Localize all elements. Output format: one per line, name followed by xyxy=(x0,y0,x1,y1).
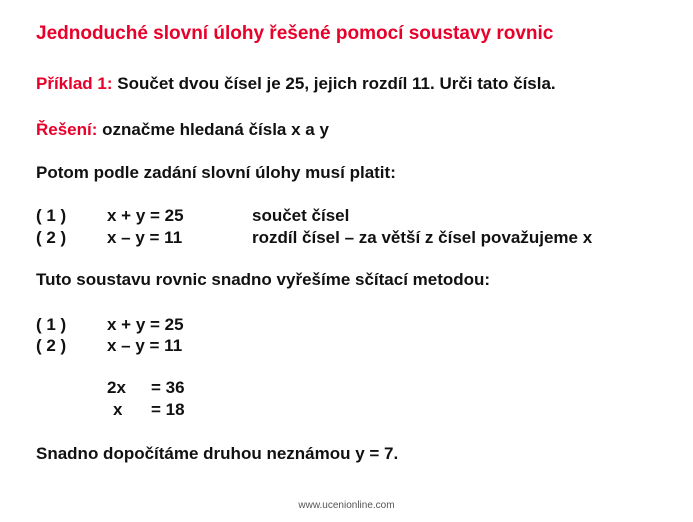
statement-text: Potom podle zadání slovní úlohy musí platit: xyxy=(36,163,396,182)
equation-number: ( 2 ) xyxy=(36,336,67,355)
result-rhs: = 36 xyxy=(151,378,185,397)
equation-row xyxy=(0,315,693,335)
result-lhs: x xyxy=(113,400,123,419)
example-text: Součet dvou čísel je 25, jejich rozdíl 11. Urči tato čísla. xyxy=(112,74,556,93)
result-row xyxy=(0,400,693,420)
equation-row xyxy=(0,228,693,248)
equation: x + y = 25 xyxy=(107,315,184,334)
equation-number: ( 1 ) xyxy=(36,315,67,334)
equation: x – y = 11 xyxy=(107,336,183,355)
result-row xyxy=(0,378,693,398)
equation-row xyxy=(0,336,693,356)
page-title: Jednoduché slovní úlohy řešené pomocí soustavy rovnic xyxy=(36,23,554,44)
method-text: Tuto soustavu rovnic snadno vyřešíme sčítací metodou: xyxy=(36,270,491,289)
equation: x – y = 11 xyxy=(107,228,183,247)
example-label: Příklad 1: xyxy=(36,74,113,93)
solution-line xyxy=(36,120,329,140)
equation: x + y = 25 xyxy=(107,206,184,225)
equation-number: ( 2 ) xyxy=(36,228,67,247)
result-lhs: 2x xyxy=(107,378,126,397)
conclusion-text: Snadno dopočítáme druhou neznámou y = 7. xyxy=(36,444,399,463)
footer-link[interactable]: www.ucenionline.com xyxy=(298,500,395,511)
solution-text: označme hledaná čísla x a y xyxy=(97,120,329,139)
example-line xyxy=(36,74,556,94)
result-rhs: = 18 xyxy=(151,400,185,419)
equation-row xyxy=(0,206,693,226)
solution-label: Řešení: xyxy=(36,120,98,139)
equation-note: rozdíl čísel – za větší z čísel považujeme x xyxy=(252,228,593,247)
equation-number: ( 1 ) xyxy=(36,206,67,225)
equation-note: součet čísel xyxy=(252,206,350,225)
